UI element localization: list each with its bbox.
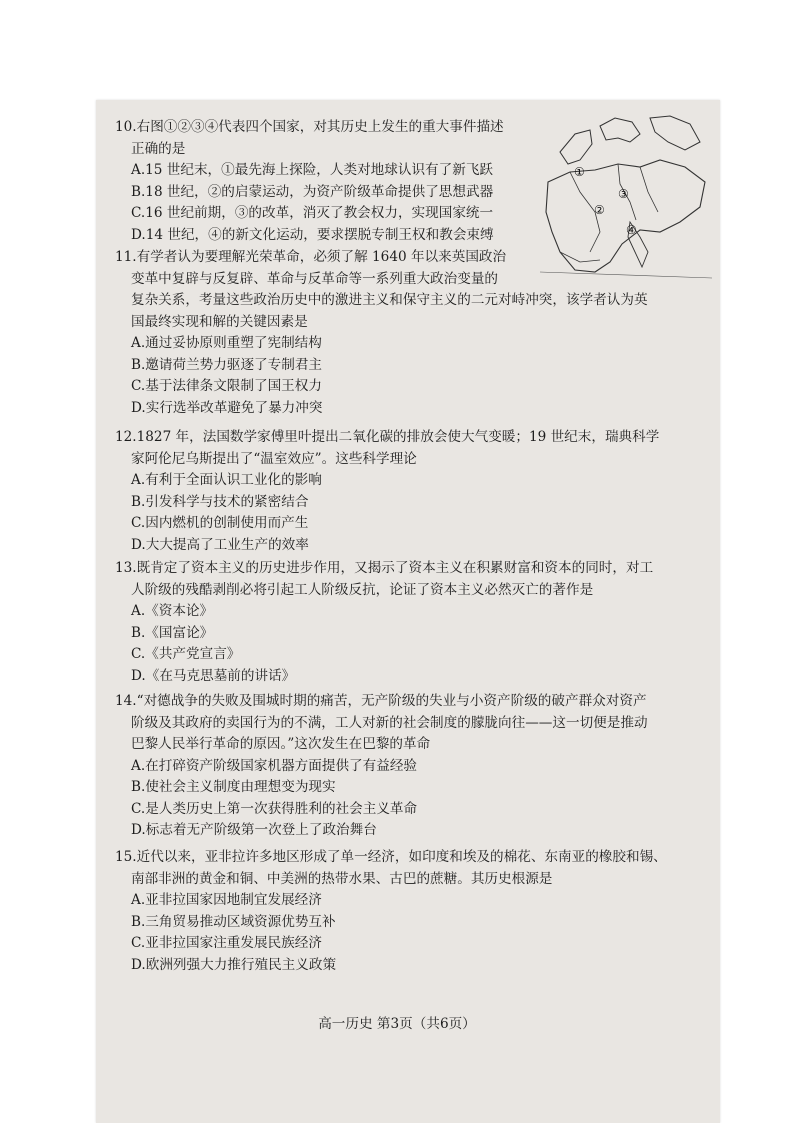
question-stem: 国最终实现和解的关键因素是	[131, 313, 308, 330]
option-b: B.《国富论》	[131, 624, 214, 641]
option-b: B.三角贸易推动区域资源优势互补	[131, 913, 336, 930]
option-a: A.在打碎资产阶级国家机器方面提供了有益经验	[131, 757, 418, 774]
option-c: C.是人类历史上第一次获得胜利的社会主义革命	[131, 800, 418, 817]
option-c: C.因内燃机的创制使用而产生	[131, 515, 309, 531]
question-stem: 14.“对德战争的失败及围城时期的痛苦，无产阶级的失业与小资产阶级的破产群众对资产	[115, 693, 647, 709]
question-stem: 12.1827 年，法国数学家傅里叶提出二氧化碳的排放会使大气变暖；19 世纪末，瑞典科学	[115, 429, 660, 445]
map-label-2: ②	[594, 203, 605, 217]
option-c: C.《共产党宣言》	[131, 646, 241, 662]
question-stem: 正确的是	[131, 140, 186, 157]
option-b: B.引发科学与技术的紧密结合	[131, 493, 309, 510]
question-12	[115, 427, 705, 556]
option-a: A.有利于全面认识工业化的影响	[131, 472, 322, 488]
question-13	[115, 558, 705, 687]
question-11	[115, 247, 705, 419]
option-d: D.欧洲列强大力推行殖民主义政策	[131, 956, 337, 973]
option-a: A.《资本论》	[131, 603, 214, 619]
question-stem: 复杂关系，考量这些政治历史中的激进主义和保守主义的二元对峙冲突，该学者认为英	[131, 292, 648, 308]
question-14	[115, 691, 705, 842]
option-c: C.基于法律条文限制了国王权力	[131, 378, 322, 394]
map-label-3: ③	[618, 187, 629, 201]
question-stem: 变革中复辟与反复辟、革命与反革命等一系列重大政治变量的	[131, 270, 499, 287]
question-15	[115, 847, 705, 976]
option-b: B.使社会主义制度由理想变为现实	[131, 779, 336, 795]
question-stem: 13.既肯定了资本主义的历史进步作用，又揭示了资本主义在积累财富和资本的同时，对工	[115, 560, 654, 576]
question-stem: 巴黎人民举行革命的原因。”这次发生在巴黎的革命	[131, 736, 431, 752]
option-a: A.亚非拉国家因地制宜发展经济	[131, 892, 322, 908]
question-stem: 10.右图①②③④代表四个国家，对其历史上发生的重大事件描述	[115, 119, 504, 135]
option-d: D.实行选举改革避免了暴力冲突	[131, 399, 323, 416]
option-a: A.15 世纪末，①最先海上探险，人类对地球认识有了新飞跃	[131, 162, 494, 178]
map-label-1: ①	[574, 165, 585, 179]
question-stem: 家阿伦尼乌斯提出了“温室效应”。这些科学理论	[131, 450, 417, 467]
option-c: C.亚非拉国家注重发展民族经济	[131, 935, 322, 951]
question-stem: 人阶级的残酷剥削必将引起工人阶级反抗，论证了资本主义必然灭亡的著作是	[131, 581, 594, 598]
question-stem: 15.近代以来，亚非拉许多地区形成了单一经济，如印度和埃及的棉花、东南亚的橡胶和锡、	[115, 849, 667, 865]
question-stem: 阶级及其政府的卖国行为的不满，工人对新的社会制度的朦胧向往——这一切便是推动	[131, 714, 648, 731]
option-b: B.18 世纪，②的启蒙运动，为资产阶级革命提供了思想武器	[131, 183, 494, 200]
question-stem: 南部非洲的黄金和铜、中美洲的热带水果、古巴的蔗糖。其历史根源是	[131, 870, 553, 887]
option-c: C.16 世纪前期，③的改革，消灭了教会权力，实现国家统一	[131, 205, 494, 221]
page-footer: 高一历史 第3页（共6页）	[318, 1016, 476, 1032]
option-a: A.通过妥协原则重塑了宪制结构	[131, 335, 322, 351]
question-stem: 11.有学者认为要理解光荣革命，必须了解 1640 年以来英国政治	[115, 249, 507, 265]
option-d: D.大大提高了工业生产的效率	[131, 536, 309, 553]
option-d: D.14 世纪，④的新文化运动，要求摆脱专制王权和教会束缚	[131, 226, 494, 243]
option-d: D.标志着无产阶级第一次登上了政治舞台	[131, 822, 377, 838]
map-label-4: ④	[626, 223, 637, 237]
option-d: D.《在马克思墓前的讲话》	[131, 667, 296, 684]
option-b: B.邀请荷兰势力驱逐了专制君主	[131, 356, 323, 373]
